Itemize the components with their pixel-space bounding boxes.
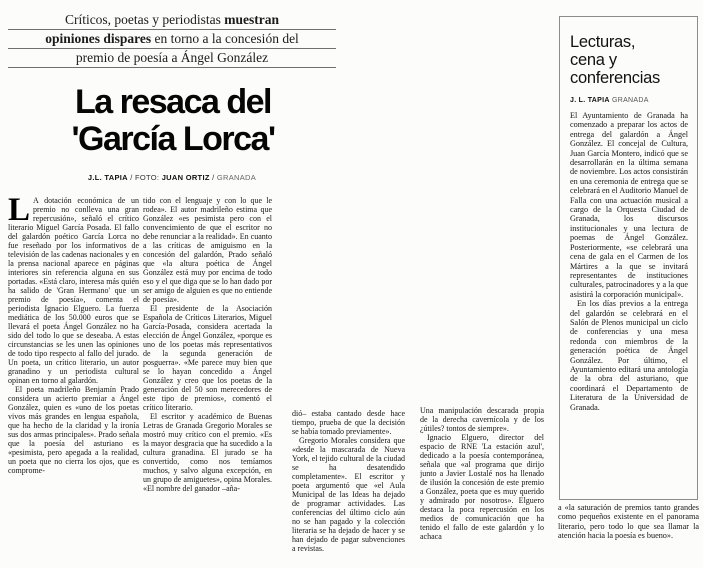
sidebar-byline-author: J. L. TAPIA — [570, 97, 610, 104]
sidebar-title-line-2: cena y — [570, 51, 617, 69]
headline-line-1: La resaca del — [75, 83, 271, 121]
kicker-line-3 — [8, 49, 336, 68]
kicker-line-1-text: Críticos, poetas y periodistas — [64, 12, 225, 27]
kicker-line-2 — [8, 30, 336, 49]
kicker-line-2-bold: opiniones dispares — [45, 31, 152, 46]
byline-foto-label: FOTO: — [135, 173, 162, 182]
byline-author: J.L. TAPIA — [87, 173, 128, 182]
sidebar-byline-place: GRANADA — [609, 97, 649, 104]
kicker — [8, 11, 336, 68]
byline-separator-2: / — [209, 173, 217, 182]
byline-separator-1: / — [127, 173, 136, 182]
paragraph: El presidente de la Asociación Española de Críticos Literarios, Miguel García-Posada, considera acertada la elección de Ángel González, «porque es uno de los poetas más representativos de la segunda generación de posguerra». «Me parece muy bien que se lo hayan concedido a Ángel González y creo que los poetas de la generación del 50 son merecedores de este tipo de premios», comentó el crítico literario. — [143, 304, 272, 412]
kicker-line-1-bold: muestran — [224, 12, 280, 27]
sidebar-title — [570, 33, 688, 87]
kicker-line-1 — [8, 11, 336, 30]
article-column-5 — [558, 503, 699, 566]
paragraph: a «la saturación de premios tanto grandes como pequeños existente en el panorama literario, pero todo lo que sea llamar la atención hacia la poesía es bueno». — [558, 503, 699, 541]
paragraph: En los días previos a la entrega del galardón se celebrará en el Salón de Plenos municipal un ciclo de conferencias y una mesa redonda con miembros de la generación poética de Ángel González. Por último, el Ayuntamiento editará una antología de la obra del asturiano, que coordinará el Departamento de Literatura de la Universidad de Granada. — [570, 299, 688, 412]
paragraph: El Ayuntamiento de Granada ha comenzado a preparar los actos de entrega del galardón a Ángel González. El concejal de Cultura, Juan García Montero, indicó que se desarrollarán en la última semana de noviembre. Los actos consistirán en una ceremonia de entrega que se celebrará en el Auditorio Manuel de Falla con una actuación musical a cargo de la Orquesta Ciudad de Granada, los discursos institucionales y una lectura de poemas de Ángel González. Posteriormente, «se celebrará una cena de gala en el Carmen de los Mártires a la que se invitará representantes de instituciones culturales, patrocinadores y a la que asistirá la corporación municipal». — [570, 111, 688, 299]
article-column-2 — [143, 196, 272, 568]
paragraph: Una manipulación descarada propia de la derecha cavernícola y de los ¿útiles? tontos de siempre». — [420, 406, 544, 433]
kicker-line-3-text: premio de poesía a Ángel González — [75, 50, 269, 65]
byline-place: GRANADA — [216, 173, 257, 182]
paragraph — [8, 196, 139, 385]
headline — [12, 84, 334, 158]
paragraph: El escritor y académico de Buenas Letras de Granada Gregorio Morales se mostró muy crítico con el premio. «Es la mayor desgracia que ha sucedido a la cultura granadina. El jurado se ha convertido, como nos temíamos muchos, y salvo alguna excepción, en un grupo de amiguetes», opina Morales. «El nombre del ganador –aña- — [143, 412, 272, 493]
article-column-4 — [420, 406, 544, 568]
drop-cap: L — [8, 196, 31, 228]
kicker-line-2-text: en torno a la concesión del — [151, 31, 299, 46]
paragraph: dió– estaba cantado desde hace tiempo, prueba de que la decisión se había tomado previamente». — [292, 409, 405, 436]
paragraph: Ignacio Elguero, director del espacio de RNE 'La estación azul', dedicado a la poesía contemporánea, señala que «al programa que dirijo junto a Javier Lostalé nos ha llenado de ilusión la concesión de este premio a González, poeta que es muy querido y admirado por nosotros». Elguero destaca la poca repercusión en los medios de comunicación que ha tenido el fallo de este galardón y lo achaca — [420, 433, 544, 541]
paragraph-text: A dotación económica de un premio no conlleva una gran repercusión», señaló el crítico literario Miguel García Posada. El fallo del galardón poético García Lorca no fue reseñado por los informativos de televisión de las cadenas nacionales y en la prensa nacional aparece en páginas interiores sin referencia alguna en sus portadas. «Está claro, interesa más quién ha salido de 'Gran Hermano' que un premio de poesía», comenta el periodista Ignacio Elguero. La fuerza mediática de los 50.000 euros que se llevará el poeta Ángel González no ha sido del todo lo que se deseaba. A estas circunstancias se les unen las opiniones de todo tipo respecto al fallo del jurado. Un poeta, un crítico literario, un autor granadino y un periodista cultural opinan en torno al galardón. — [8, 196, 139, 385]
article-column-3 — [292, 409, 405, 568]
sidebar-title-line-1: Lecturas, — [570, 33, 636, 51]
paragraph: El poeta madrileño Benjamín Prado considera un acierto premiar a Ángel González, quien es «uno de los poetas vivos más grandes en lengua española, que ha hecho de la claridad y la ironía sus dos armas principales». Prado señala que la poesía del asturiano es «pesimista, pero apegada a la realidad, un poeta que no cierra los ojos, que es comprome- — [8, 385, 139, 475]
article-column-1 — [8, 196, 139, 568]
sidebar-title-line-3: conferencias — [570, 69, 660, 87]
sidebar-article — [559, 16, 698, 500]
headline-line-2: 'García Lorca' — [71, 120, 275, 158]
byline — [8, 173, 336, 182]
byline-photographer: JUAN ORTIZ — [161, 173, 210, 182]
sidebar-byline — [570, 97, 688, 104]
paragraph: Gregorio Morales considera que «desde la mascarada de Nueva York, el tejido cultural de la ciudad se ha desatendido completamente». El escritor y poeta argumentó que «el Aula Municipal de las Ideas ha dejado de programar actividades. Las conferencias del último ciclo aún no se han pagado y la colección literaria se ha dejado de hacer y se han dejado de pagar subvenciones a revistas. — [292, 436, 405, 553]
paragraph: tido con el lenguaje y con lo que le rodea». El autor madrileño estima que González «es pesimista pero con el convencimiento de que el escritor no debe renunciar a la realidad». En cuanto a las críticas de amiguismo en la concesión del galardón, Prado señaló que «la altura poética de Ángel González está muy por encima de todo eso y el que diga que se lo han dado por ser amigo de alguien es que no entiende de poesía». — [143, 196, 272, 304]
sidebar-body — [570, 111, 688, 412]
